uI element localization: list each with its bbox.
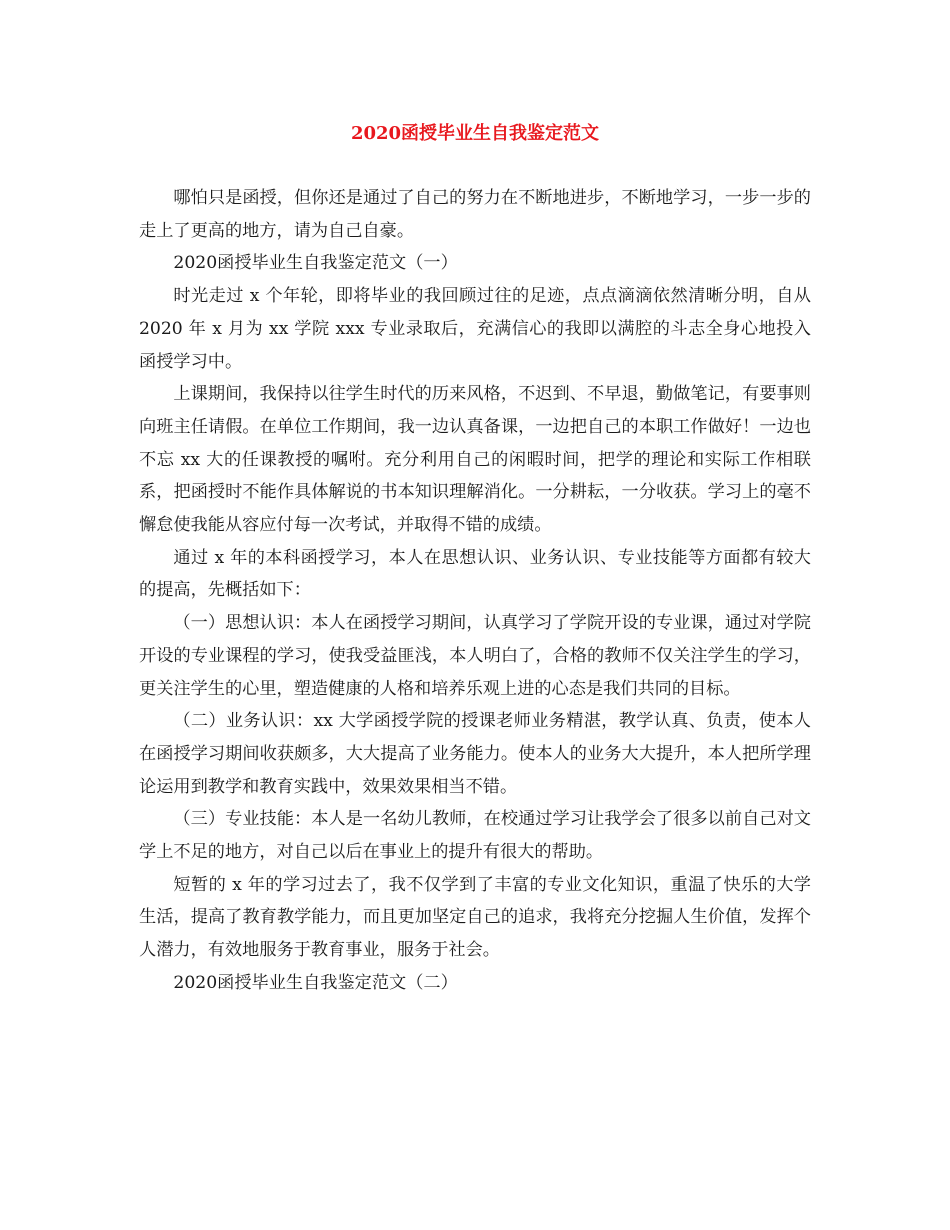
paragraph-intro: 哪怕只是函授，但你还是通过了自己的努力在不断地进步，不断地学习，一步一步的走上了更高的地方，请为自己自豪。 [139, 188, 811, 241]
paragraph: 上课期间，我保持以往学生时代的历来风格，不迟到、不早退，勤做笔记，有要事则向班主任请假。在单位工作期间，我一边认真备课，一边把自己的本职工作做好！一边也不忘 xx 大的任课教授的嘱咐。充分利用自己的闲暇时间，把学的理论和实际工作相联系，把函授时不能作具体解说的书本知识理解消化。一分耕耘，一分收获。学习上的毫不懈怠使我能从容应付每一次考试，并取得不错的成绩。 [139, 384, 811, 536]
paragraph-item-2: （二）业务认识：xx 大学函授学院的授课老师业务精湛，教学认真、负责，使本人在函授学习期间收获颇多，大大提高了业务能力。使本人的业务大大提升，本人把所学理论运用到教学和教育实践中，效果效果相当不错。 [139, 711, 811, 797]
paragraph: 时光走过 x 个年轮，即将毕业的我回顾过往的足迹，点点滴滴依然清晰分明，自从 2020 年 x 月为 xx 学院 xxx 专业录取后，充满信心的我即以满腔的斗志全身心地投入函授学习中。 [139, 286, 811, 372]
document-title: 2020函授毕业生自我鉴定范文 [350, 123, 600, 144]
paragraph: 通过 x 年的本科函授学习，本人在思想认识、业务认识、专业技能等方面都有较大的提高，先概括如下： [139, 547, 811, 601]
document-body [139, 182, 811, 1000]
paragraph-item-3: （三）专业技能：本人是一名幼儿教师，在校通过学习让我学会了很多以前自己对文学上不足的地方，对自己以后在事业上的提升有很大的帮助。 [139, 809, 811, 863]
paragraph-item-1: （一）思想认识：本人在函授学习期间，认真学习了学院开设的专业课，通过对学院开设的专业课程的学习，使我受益匪浅，本人明白了，合格的教师不仅关注学生的学习，更关注学生的心里，塑造健康的人格和培养乐观上进的心态是我们共同的目标。 [139, 613, 811, 699]
paragraph: 短暂的 x 年的学习过去了，我不仅学到了丰富的专业文化知识，重温了快乐的大学生活，提高了教育教学能力，而且更加坚定自己的追求，我将充分挖掘人生价值，发挥个人潜力，有效地服务于教育事业，服务于社会。 [139, 874, 811, 961]
section-heading-2: 2020函授毕业生自我鉴定范文（二） [173, 972, 458, 993]
section-heading-1: 2020函授毕业生自我鉴定范文（一） [173, 253, 458, 274]
